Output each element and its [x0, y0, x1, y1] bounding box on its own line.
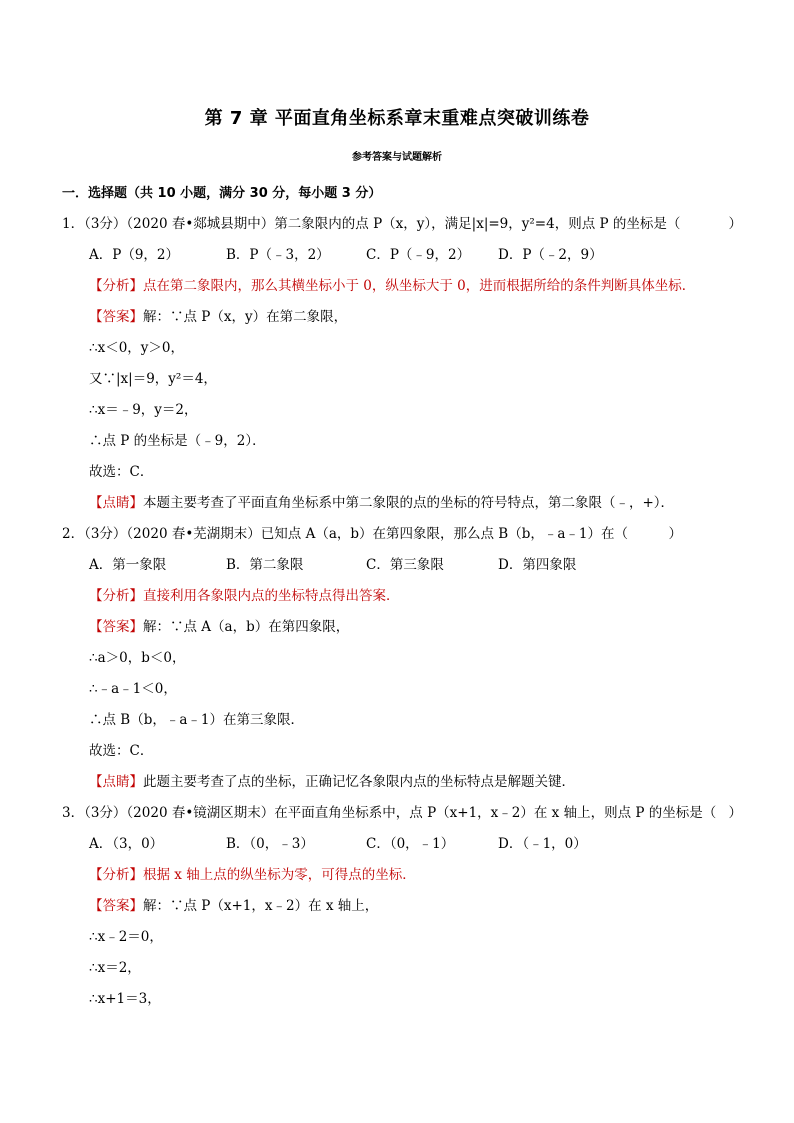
answer-line: 故选：C．	[89, 464, 154, 480]
question-stem-text: 2．（3分）（2020 春•芜湖期末）已知点 A（a，b）在第四象限，那么点 B（b，﹣a﹣1）在（	[62, 526, 629, 542]
question-2-comment	[62, 767, 742, 798]
question-1-comment	[62, 488, 742, 519]
document-content	[62, 178, 742, 1015]
answer-line: 故选：C．	[89, 743, 154, 759]
option-c: C．（0，﹣1）	[366, 836, 455, 852]
question-paren-close: ）	[668, 526, 682, 542]
answer-text: 解：∵点 A（a，b）在第四象限，	[143, 619, 350, 635]
question-stem-text: 3．（3分）（2020 春•镜湖区期末）在平面直角坐标系中，点 P（x+1，x﹣2）在 x 轴上，则点 P 的坐标是（	[62, 805, 717, 821]
option-b: B．P（﹣3，2）	[226, 247, 330, 263]
analysis-tag: 【分析】	[89, 588, 143, 604]
answer-line: ∴x﹣2＝0，	[89, 929, 163, 945]
question-2-stem	[62, 519, 742, 550]
answer-tag: 【答案】	[89, 309, 143, 325]
option-d: D．（﹣1，0）	[498, 836, 587, 852]
answer-line: ∴点 B（b，﹣a﹣1）在第三象限．	[89, 712, 304, 728]
question-2-options	[62, 550, 742, 581]
answer-text: 解：∵点 P（x，y）在第二象限，	[143, 309, 348, 325]
analysis-tag: 【分析】	[89, 867, 143, 883]
question-3-options	[62, 829, 742, 860]
question-stem-text: 1．（3分）（2020 春•郯城县期中）第二象限内的点 P（x，y），满足|x|=9，y²=4，则点 P 的坐标是（	[62, 216, 681, 232]
comment-tag: 【点睛】	[89, 495, 143, 511]
answer-tag: 【答案】	[89, 898, 143, 914]
question-paren-close: ）	[728, 805, 742, 821]
page-subtitle: 参考答案与试题解析	[352, 152, 442, 163]
analysis-tag: 【分析】	[89, 278, 143, 294]
question-1-stem	[62, 209, 742, 240]
option-c: C．第三象限	[366, 557, 444, 573]
question-2-answer-line	[62, 612, 742, 643]
analysis-text: 直接利用各象限内点的坐标特点得出答案．	[143, 588, 400, 604]
answer-tag: 【答案】	[89, 619, 143, 635]
comment-tag: 【点睛】	[89, 774, 143, 790]
page-title: 第 7 章 平面直角坐标系章末重难点突破训练卷	[204, 108, 590, 129]
option-a: A．第一象限	[89, 557, 167, 573]
question-3-answer-line	[62, 891, 742, 922]
option-a: A．P（9，2）	[89, 247, 180, 263]
option-c: C．P（﹣9，2）	[366, 247, 471, 263]
answer-line: 又∵|x|＝9，y²＝4，	[89, 371, 217, 387]
question-3-analysis	[62, 860, 742, 891]
section-heading: 一．选择题（共 10 小题，满分 30 分，每小题 3 分）	[62, 186, 382, 201]
option-b: B．第二象限	[226, 557, 304, 573]
answer-line: ∴x＝﹣9，y＝2，	[89, 402, 198, 418]
answer-line: ∴﹣a﹣1＜0，	[89, 681, 177, 697]
comment-text: 此题主要考查了点的坐标，正确记忆各象限内点的坐标特点是解题关键．	[143, 774, 575, 790]
answer-line: ∴点 P 的坐标是（﹣9，2）．	[89, 433, 266, 449]
question-1-answer-line	[62, 302, 742, 333]
option-a: A．（3，0）	[89, 836, 164, 852]
answer-line: ∴x＜0，y＞0，	[89, 340, 185, 356]
question-paren-close: ）	[728, 216, 742, 232]
answer-line: ∴x＝2，	[89, 960, 141, 976]
option-d: D．第四象限	[498, 557, 577, 573]
question-1-analysis	[62, 271, 742, 302]
answer-text: 解：∵点 P（x+1，x﹣2）在 x 轴上，	[143, 898, 379, 914]
answer-line: ∴a＞0，b＜0，	[89, 650, 186, 666]
question-2-analysis	[62, 581, 742, 612]
analysis-text: 点在第二象限内，那么其横坐标小于 0，纵坐标大于 0，进而根据所给的条件判断具体坐标．	[143, 278, 696, 294]
option-d: D．P（﹣2，9）	[498, 247, 603, 263]
question-3-stem	[62, 798, 742, 829]
question-1-options	[62, 240, 742, 271]
comment-text: 本题主要考查了平面直角坐标系中第二象限的点的坐标的符号特点，第二象限（﹣，+）．	[143, 495, 675, 511]
analysis-text: 根据 x 轴上点的纵坐标为零，可得点的坐标．	[143, 867, 416, 883]
answer-line: ∴x+1＝3，	[89, 991, 161, 1007]
option-b: B．（0，﹣3）	[226, 836, 314, 852]
